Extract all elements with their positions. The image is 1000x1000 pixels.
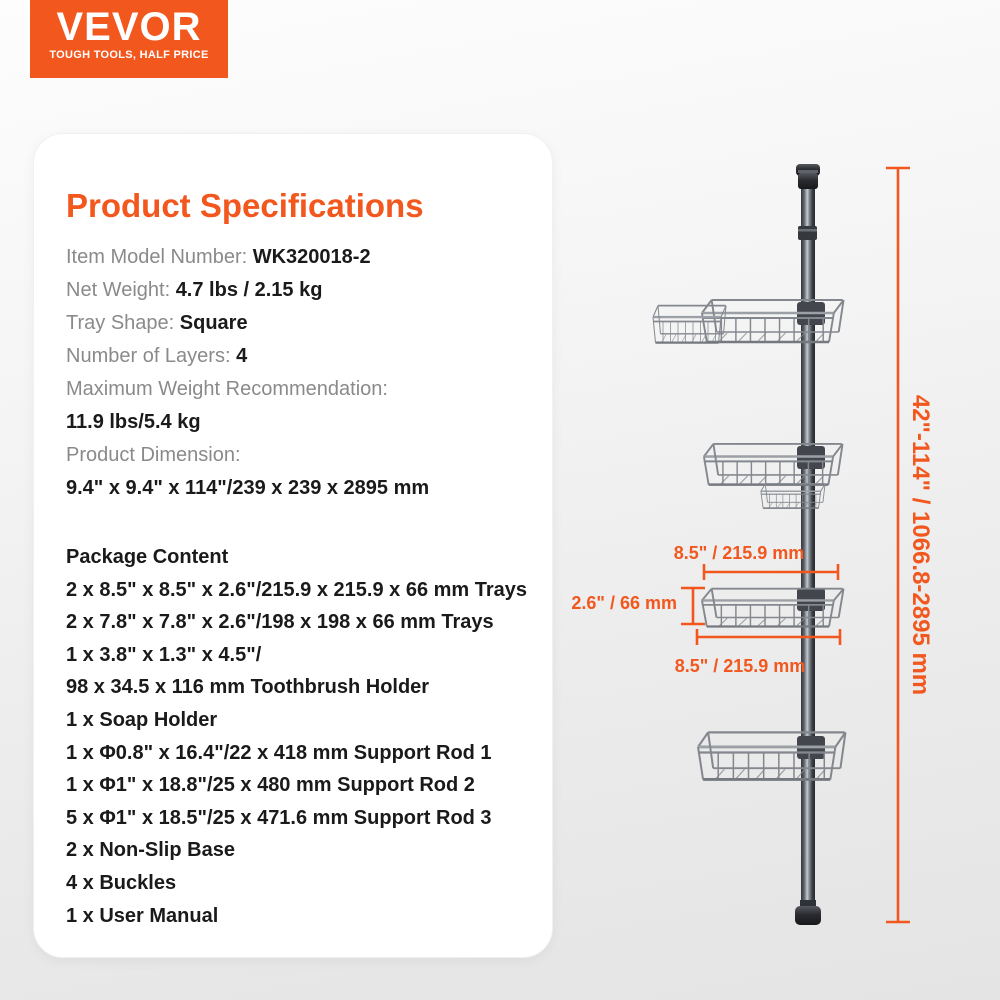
height-dimension-label: 42"-114" / 1066.8-2895 mm (907, 394, 934, 696)
spec-value: 11.9 lbs/5.4 kg (66, 411, 201, 433)
package-item: 1 x Soap Holder (66, 708, 218, 731)
package-item: 98 x 34.5 x 116 mm Toothbrush Holder (66, 676, 430, 699)
toothbrush-holder (761, 484, 825, 508)
tray-depth-label: 2.6" / 66 mm (571, 593, 677, 613)
package-item: 1 x Φ0.8" x 16.4"/22 x 418 mm Support Rod 1 (66, 741, 492, 764)
spec-value: 9.4" x 9.4" x 114"/239 x 239 x 2895 mm (66, 477, 430, 499)
spec-label: Net Weight: (66, 279, 176, 301)
package-item: 1 x 3.8" x 1.3" x 4.5"/ (66, 643, 262, 666)
package-title: Package Content (66, 546, 229, 568)
height-dimension-line (886, 168, 910, 922)
spec-label: Item Model Number: (66, 246, 253, 268)
card-title: Product Specifications (66, 187, 424, 224)
package-item: 4 x Buckles (66, 871, 177, 894)
pole-collar-highlight (798, 229, 817, 232)
tray-width-top-line (704, 564, 838, 580)
spec-label: Number of Layers: (66, 345, 237, 367)
pole-foot (795, 900, 821, 925)
spec-value: 4 (236, 345, 248, 367)
spec-value: Square (179, 312, 248, 334)
spec-value: 4.7 lbs / 2.15 kg (175, 279, 323, 301)
package-item: 2 x Non-Slip Base (66, 839, 235, 862)
tray-width-top-label: 8.5" / 215.9 mm (673, 543, 805, 563)
package-item: 2 x 8.5" x 8.5" x 2.6"/215.9 x 215.9 x 66 mm Trays (66, 578, 528, 601)
package-item: 2 x 7.8" x 7.8" x 2.6"/198 x 198 x 66 mm Trays (66, 611, 494, 634)
tray-width-bottom-label: 8.5" / 215.9 mm (674, 656, 806, 676)
tray-depth-line (681, 588, 705, 624)
spec-label: Tray Shape: (66, 312, 180, 334)
brand-tagline: TOUGH TOOLS, HALF PRICE (49, 49, 209, 61)
brand-name: VEVOR (56, 5, 202, 49)
pole-collar (798, 226, 817, 240)
spec-label: Product Dimension: (66, 444, 241, 466)
package-item: 1 x Φ1" x 18.8"/25 x 480 mm Support Rod 2 (66, 774, 475, 797)
spec-value: WK320018-2 (252, 246, 371, 268)
tray-width-bottom-line (697, 629, 840, 645)
package-item: 1 x User Manual (66, 904, 219, 927)
package-item: 5 x Φ1" x 18.5"/25 x 471.6 mm Support Rod 3 (66, 806, 492, 829)
spec-label: Maximum Weight Recommendation: (66, 378, 388, 400)
pole-top-cap (796, 164, 820, 189)
